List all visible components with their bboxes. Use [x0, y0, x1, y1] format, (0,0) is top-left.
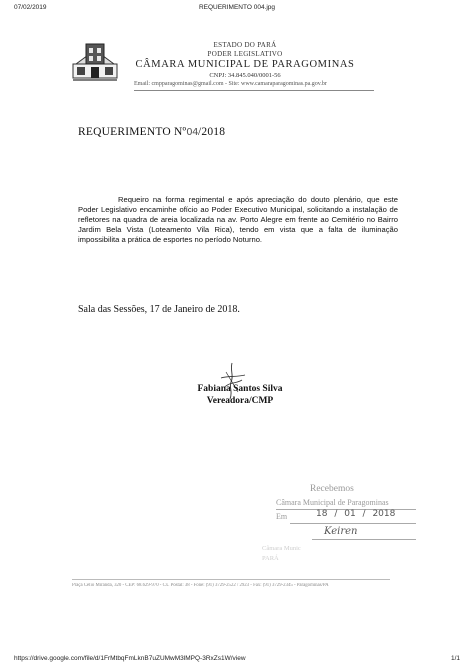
- print-page-count: 1/1: [450, 655, 460, 662]
- letterhead-state: ESTADO DO PARÁ: [213, 41, 277, 49]
- faint-stamp-text-1: Câmara Munic: [262, 545, 301, 552]
- stamp-date-month: 01: [344, 509, 356, 519]
- title-prefix: REQUERIMENTO Nº: [78, 126, 187, 138]
- letterhead-email: Email: cmpparagominas@gmail.com - Site: www.camaraparagominas.pa.gov.br: [134, 81, 327, 87]
- print-url: https://drive.google.com/file/d/1FrMtbqFmLknB7uZUMwM3lMPQ-3RxZs1W/view: [14, 655, 246, 662]
- print-file-title: REQUERIMENTO 004.jpg: [198, 4, 276, 11]
- chamber-logo-icon: [72, 40, 118, 82]
- document-title: [78, 126, 225, 138]
- signer-name: Fabiana Santos Silva: [197, 384, 283, 394]
- stamp-rule-sign: [312, 539, 416, 540]
- received-stamp: [268, 484, 418, 546]
- title-suffix: /2018: [198, 126, 226, 138]
- stamp-date: 18 / 01 / 2018: [316, 509, 396, 519]
- stamp-date-day: 18: [316, 509, 328, 519]
- footer-divider: [72, 579, 390, 580]
- letterhead-org: CÂMARA MUNICIPAL DE PARAGOMINAS: [135, 59, 355, 70]
- print-date: 07/02/2019: [14, 4, 47, 11]
- signer-role: Vereadora/CMP: [206, 396, 274, 406]
- stamp-signature: Keiren: [324, 526, 358, 537]
- handwritten-signature-icon: [218, 362, 248, 400]
- footer-address: Praça Célio Miranda, 320 - CEP: 68.629-970 - Cx. Postal: 38 - Fone: (91) 3729-2522 / 2923 - Fax: (91) 3729-2345 - Paragominas/PA: [72, 583, 329, 588]
- document-body: Requeiro na forma regimental e após apreciação do douto plenário, que este Poder Legislativo encaminhe ofício ao Poder Executivo Municipal, solicitando a instalação de refletores na quadra de areia localizada na av. Porto Alegre em frente ao Cemitério no Bairro Jardim Bela Vista (Loteamento Vila Rica), tendo em vista que a falta de iluminação impossibilita a prática de esportes no período Noturno.: [78, 195, 398, 244]
- stamp-title: Recebemos: [310, 484, 354, 494]
- stamp-date-year: 2018: [372, 509, 396, 519]
- session-date: Sala das Sessões, 17 de Janeiro de 2018.: [78, 304, 240, 315]
- letterhead-divider: [134, 90, 374, 91]
- faint-stamp-text-2: PARÁ: [262, 555, 279, 562]
- title-number: 04: [186, 127, 198, 138]
- stamp-em-label: Em: [276, 512, 288, 521]
- letterhead-cnpj: CNPJ: 34.845.040/0001-56: [209, 72, 281, 79]
- stamp-rule-date: [290, 523, 416, 524]
- letterhead-power: PODER LEGISLATIVO: [207, 50, 283, 58]
- stamp-org: Câmara Municipal de Paragominas: [276, 498, 389, 507]
